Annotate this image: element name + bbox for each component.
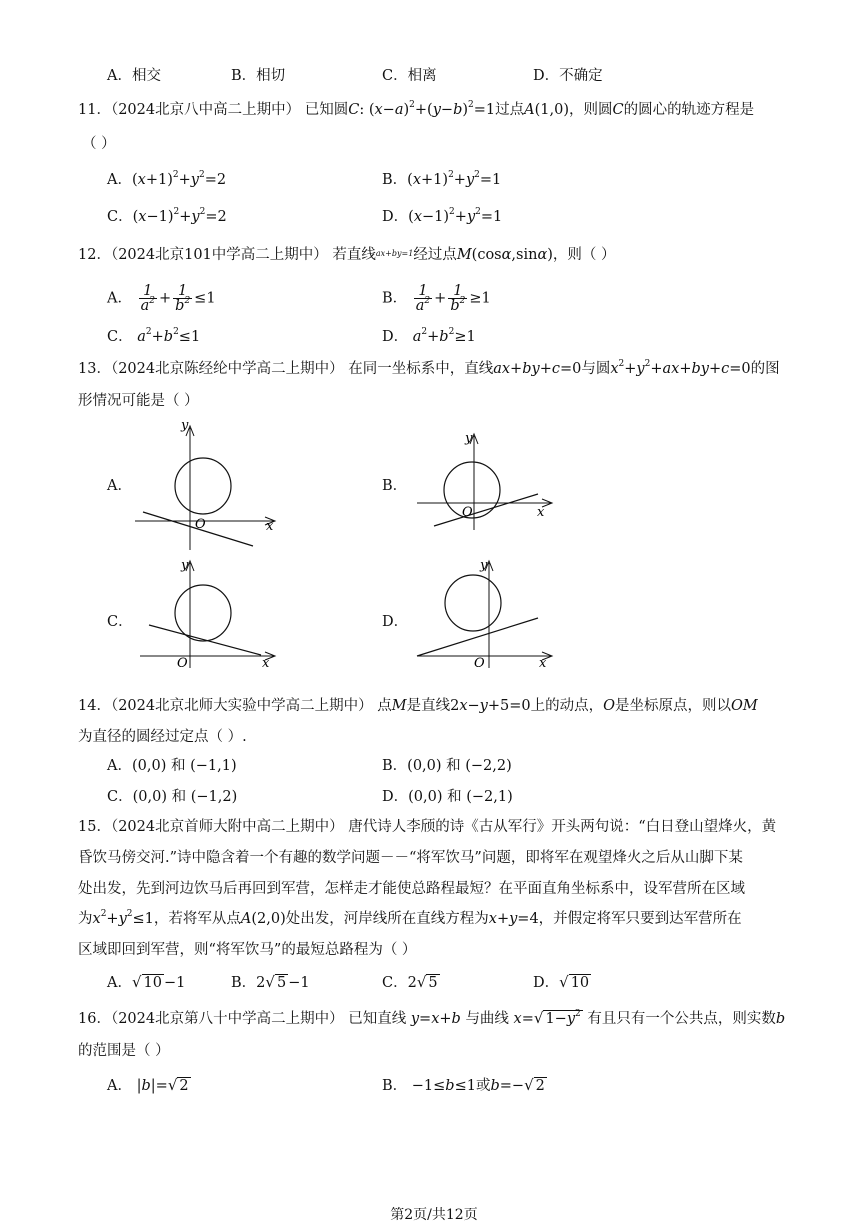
- q10-option-a: A．相交: [107, 68, 161, 84]
- q11-option-c: C．$(x-1)^2+y^2=2$: [107, 207, 227, 225]
- fig-a-x-label: x: [266, 519, 274, 534]
- fig-b-x-label: x: [537, 505, 545, 520]
- q11-option-d: D．$(x-1)^2+y^2=1$: [382, 207, 503, 225]
- q13-figure-b: [412, 428, 562, 533]
- q15-option-b: B．2√ 5 −1: [231, 973, 310, 991]
- q14-option-d: D．(0,0) 和 (−2,1): [382, 789, 513, 805]
- q16-option-b: B． −1≤b≤1或b=−√ 2: [382, 1076, 545, 1094]
- q12-option-b: B． $\frac{1}{a^2}$ + $\frac{1}{b^2}$ ≥1: [382, 283, 491, 314]
- q16-stem-line2: 的范围是（ ）: [78, 1043, 170, 1059]
- q14-option-a: A．(0,0) 和 (−1,1): [107, 758, 237, 774]
- q15-option-d: D．√ 10: [533, 973, 590, 991]
- q11-option-b: B．$(x+1)^2+y^2=1$: [382, 170, 502, 188]
- q15-line1: 15．（2024北京首师大附中高二上期中） 唐代诗人李颀的诗《古从军行》开头两句说：“白日登山望烽火，黄: [78, 819, 777, 835]
- q14-stem: 14．（2024北京北师大实验中学高二上期中） 点M是直线2x−y+5=0上的动点，O是坐标原点，则以OM: [78, 698, 758, 714]
- q10-option-d: D．不确定: [533, 68, 603, 84]
- q14-option-c: C．(0,0) 和 (−1,2): [107, 789, 238, 805]
- fig-d-y-label: y: [480, 558, 488, 573]
- q15-line5: 区域即回到军营，则“将军饮马”的最短总路程为（ ）: [78, 942, 417, 958]
- fig-a-y-label: y: [181, 418, 189, 433]
- q11-stem-pre: 已知圆: [304, 102, 349, 118]
- q11-stem-mid: 过点: [495, 102, 525, 118]
- q13-option-b: B．: [382, 478, 408, 494]
- q12-option-d: D． $a^2+b^2\ge 1$: [382, 327, 476, 345]
- q10-option-c: C．相离: [382, 68, 437, 84]
- q12-option-c: C． $a^2+b^2\le 1$: [107, 327, 201, 345]
- q16-option-a: A． |b|=√ 2: [107, 1076, 189, 1094]
- q11-stem-post: ，则圆: [569, 102, 613, 118]
- fig-d-x-label: x: [539, 656, 547, 670]
- q14-option-b: B．(0,0) 和 (−2,2): [382, 758, 512, 774]
- q13-option-d: D．: [382, 614, 409, 630]
- q14-stem-line2: 为直径的圆经过定点（ ）.: [78, 729, 247, 745]
- q11-paren: （ ）: [82, 136, 116, 152]
- q13-figure-a: [135, 418, 285, 553]
- q13-option-a: A．: [107, 478, 132, 494]
- q12-stem: 12．（2024北京101中学高二上期中） 若直线$^{ax+by=1}$经过点M(cosα,sinα)，则（ ）: [78, 247, 616, 263]
- q10-option-b: B．相切: [231, 68, 286, 84]
- q11-stem-end: 的圆心的轨迹方程是: [623, 102, 755, 118]
- q16-stem: 16．（2024北京第八十中学高二上期中） 已知直线 y=x+b 与曲线 x=√ $1-y^2$ 有且只有一个公共点，则实数b: [78, 1009, 786, 1027]
- q11-stem: 11．（2024北京八中高二上期中） 已知圆C: $(x-a)^2+(y-b)^2=1$过点A(1,0)，则圆C的圆心的轨迹方程是: [78, 100, 755, 118]
- fig-b-y-label: y: [465, 431, 473, 446]
- q15-option-a: A．√ 10 −1: [107, 973, 186, 991]
- fig-a-origin: O: [195, 517, 206, 532]
- q12-line-eq: ax+by=1: [375, 249, 414, 258]
- q11-option-a: A．$(x+1)^2+y^2=2$: [107, 170, 227, 188]
- q11-number: 11．: [78, 102, 111, 118]
- q15-line2: 昏饮马傍交河.”诗中隐含着一个有趣的数学问题－－“将军饮马”问题，即将军在观望烽火之后从山脚下某: [78, 850, 743, 866]
- q15-line4: 为$x^2+y^2\le 1$，若将军从点A(2,0)处出发，河岸线所在直线方程为x+y=4，并假定将军只要到达军营所在: [78, 909, 742, 927]
- q13-stem: 13．（2024北京陈经纶中学高二上期中） 在同一坐标系中，直线ax+by+c=0与圆$x^2+y^2+ax+by+c=0$的图: [78, 359, 780, 377]
- q13-figure-d: [412, 555, 562, 670]
- q12-option-a: A． $\frac{1}{a^2}$ + $\frac{1}{b^2}$ ≤1: [107, 283, 216, 314]
- fig-c-y-label: y: [181, 558, 189, 573]
- fig-b-origin: O: [462, 505, 473, 520]
- q15-line3: 处出发，先到河边饮马后再回到军营，怎样走才能使总路程最短？在平面直角坐标系中，设军营所在区域: [78, 881, 745, 897]
- q13-stem-line2: 形情况可能是（ ）: [78, 393, 199, 409]
- fig-c-x-label: x: [262, 656, 270, 670]
- q15-option-c: C．2√ 5: [382, 973, 438, 991]
- q13-figure-c: [135, 555, 285, 670]
- q11-source: （2024北京八中高二上期中）: [110, 102, 301, 118]
- page-footer: 第2页/共12页: [390, 1207, 478, 1223]
- q13-option-c: C．: [107, 614, 133, 630]
- fig-d-origin: O: [474, 656, 485, 670]
- fig-c-origin: O: [177, 656, 188, 670]
